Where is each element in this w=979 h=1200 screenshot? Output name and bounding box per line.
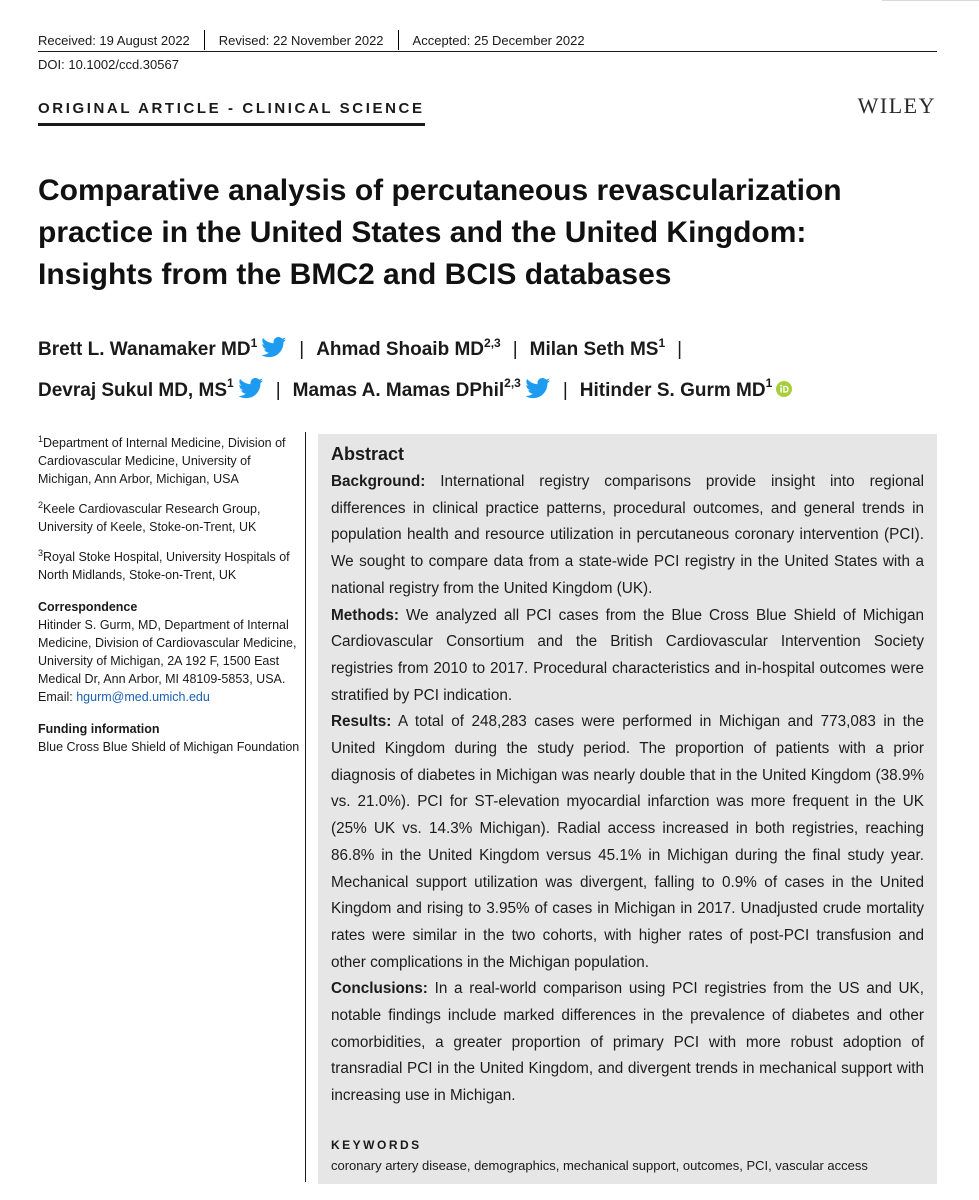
publisher-logo: WILEY (857, 93, 936, 118)
author-separator: | (512, 339, 518, 361)
affiliation: $^2$Keele Cardiovascular Research Group, University of Keele, Stoke-on-Trent, UK (38, 500, 261, 535)
twitter-bird-icon[interactable] (525, 378, 551, 399)
author-separator: | (275, 379, 281, 401)
affiliation: $^1$Department of Internal Medicine, Division of Cardiovascular Medicine, University of Michigan, Ann Arbor, Michigan, USA (38, 434, 286, 487)
twitter-bird-icon[interactable] (238, 378, 264, 399)
author-name[interactable]: Devraj Sukul MD, $MS^1$ (38, 380, 264, 401)
author-name[interactable]: Hitinder S. Gurm $MD^1$ (580, 380, 792, 401)
page-edge-mark (882, 0, 979, 7)
revised-date: Revised: 22 November 2022 (218, 32, 384, 48)
orcid-icon[interactable] (776, 381, 792, 397)
accepted-date: Accepted: 25 December 2022 (412, 32, 585, 48)
correspondence-text: Hitinder S. Gurm, MD, Department of Internal Medicine, Division of Cardiovascular Medicine, University of Michigan, 2A 192 F, 1500 East Medical Dr, Ann Arbor, MI 48109-5853, USA. (38, 618, 297, 687)
author-separator: | (299, 339, 305, 361)
affiliation: $^3$Royal Stoke Hospital, University Hospitals of North Midlands, Stoke-on-Trent, UK (38, 548, 290, 583)
correspondence-heading: Correspondence (38, 600, 138, 615)
abstract-heading: Abstract (331, 444, 405, 464)
abstract-results: Results: A total of 248,283 cases were performed in Michigan and 773,083 in the United Kingdom during the study period. The proportion of patients with a prior diagnosis of diabetes in Michigan was nearly double that in the United Kingdom (38.9% vs. 21.0%). PCI for ST-elevation myocardial infarction was more frequent in the UK (25% UK vs. 14.3% Michigan). Radial access increased in both registries, reaching 86.8% in the United Kingdom versus 45.1% in Michigan during the final study year. Mechanical support utilization was divergent, falling to 0.9% of cases in the United Kingdom and rising to 3.95% of cases in Michigan in 2017. Unadjusted crude mortality rates were similar in the two cohorts, with higher rates of post-PCI transfusion and other complications in the Michigan population. (331, 713, 924, 971)
author-name[interactable]: Brett L. Wanamaker $MD^1$ (38, 339, 287, 360)
author-name[interactable]: Mamas A. Mamas DPhil$^{2,3}$ (293, 380, 551, 401)
date-separator (204, 30, 205, 50)
author-name[interactable]: Ahmad Shoaib MD$^{2,3}$ (316, 336, 501, 361)
column-divider (305, 432, 306, 1182)
author-separator: | (677, 339, 683, 361)
twitter-bird-icon[interactable] (261, 337, 287, 358)
keywords-list: coronary artery disease, demographics, mechanical support, outcomes, PCI, vascular access (331, 1157, 868, 1173)
abstract-methods: Methods: We analyzed all PCI cases from the Blue Cross Blue Shield of Michigan Cardiovascular Consortium and the British Cardiovascular Intervention Society registries from 2010 to 2017. Procedural characteristics and in-hospital outcomes were stratified by PCI indication. (331, 606, 925, 704)
article-section-label: ORIGINAL ARTICLE - CLINICAL SCIENCE (38, 100, 425, 126)
author-name[interactable]: Milan Seth $MS^1$ (529, 336, 666, 361)
doi[interactable]: DOI: 10.1002/ccd.30567 (38, 57, 179, 72)
funding-text: Blue Cross Blue Shield of Michigan Foundation (38, 740, 300, 755)
abstract-conclusions: Conclusions: In a real-world comparison using PCI registries from the US and UK, notable findings include marked differences in the prevalence of diabetes and other comorbidities, a greater proportion of primary PCI with more robust adoption of transradial PCI in the United Kingdom, and divergent trends in mechanical support with increasing use in Michigan. (331, 980, 924, 1105)
article-title: Comparative analysis of percutaneous revascularization practice in the United States and the United Kingdom: Insights from the BMC2 and BCIS databases (38, 174, 842, 291)
keywords-heading: KEYWORDS (331, 1137, 422, 1152)
correspondence-email: Email: hgurm@med.umich.edu (38, 690, 210, 705)
received-date: Received: 19 August 2022 (38, 32, 190, 48)
article-dates (38, 30, 585, 50)
email-link[interactable]: hgurm@med.umich.edu (76, 690, 210, 705)
article-info-sidebar (38, 430, 300, 756)
author-separator: | (562, 379, 568, 401)
date-separator (398, 30, 399, 50)
abstract-box (318, 434, 937, 1184)
author-list (38, 327, 958, 408)
funding-heading: Funding information (38, 722, 160, 737)
header-rule (38, 51, 937, 52)
abstract-background: Background: International registry comparisons provide insight into regional differences in clinical practice patterns, procedural outcomes, and general trends in population health and resource utilization in percutaneous coronary intervention (PCI). We sought to compare data from a state-wide PCI registry in the United States with a national registry from the United Kingdom (UK). (331, 473, 924, 597)
